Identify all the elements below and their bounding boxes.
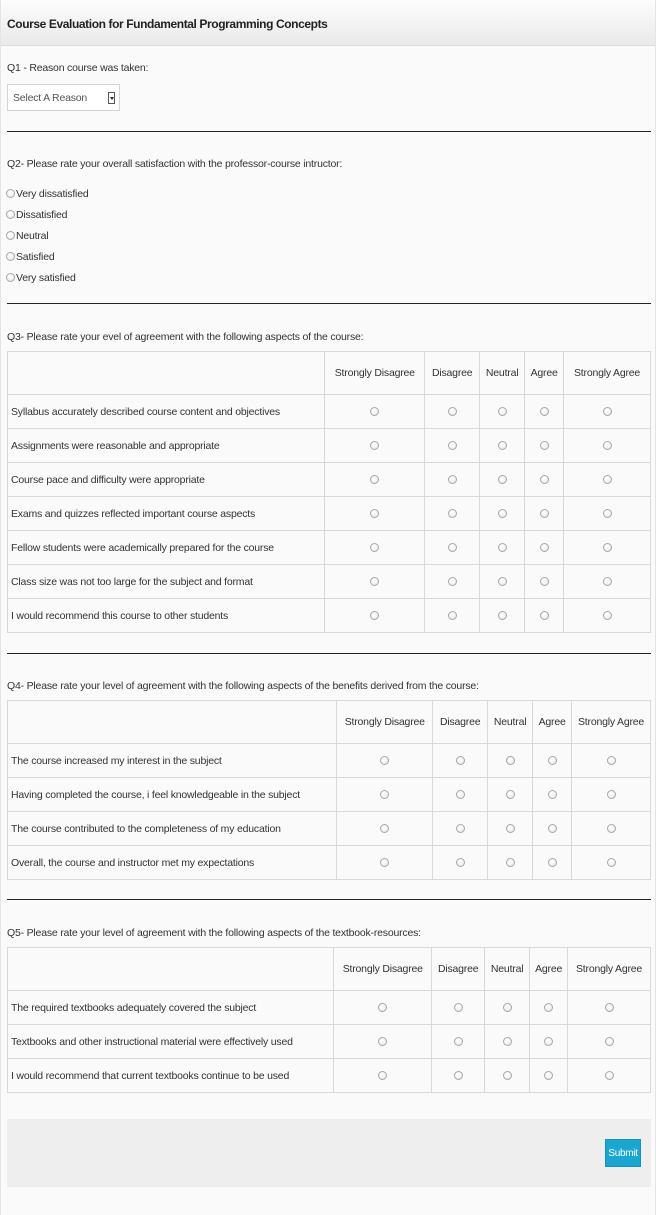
radio-strongly-disagree[interactable] [378,1037,387,1046]
radio-strongly-disagree[interactable] [380,756,389,765]
table-row [8,531,651,565]
rating-cell [433,846,488,880]
radio-agree[interactable] [540,611,549,620]
statement-label: The course increased my interest in the subject [8,744,337,778]
radio-agree[interactable] [548,756,557,765]
table-row [8,1025,651,1059]
table-row [8,778,651,812]
rating-cell [572,778,651,812]
satisfaction-option-satisfied[interactable] [6,246,88,267]
rating-cell [564,497,651,531]
matrix-header-row [8,948,651,991]
rating-cell [485,1059,530,1093]
form-header [1,0,655,46]
column-header-strongly-agree: Strongly Agree [568,948,651,991]
radio-strongly-disagree[interactable] [370,543,379,552]
radio-button[interactable] [6,252,15,261]
rating-cell [325,395,425,429]
radio-neutral[interactable] [506,756,515,765]
rating-cell [480,565,525,599]
radio-button[interactable] [6,231,15,240]
radio-neutral[interactable] [498,441,507,450]
rating-cell [337,778,433,812]
rating-cell [432,1025,485,1059]
column-header-strongly-disagree: Strongly Disagree [334,948,432,991]
statement-label: Syllabus accurately described course content and objectives [8,395,325,429]
statement-label: The course contributed to the completeness of my education [8,812,337,846]
radio-disagree[interactable] [454,1003,463,1012]
radio-disagree[interactable] [456,756,465,765]
rating-cell [533,846,572,880]
rating-cell [480,395,525,429]
statement-label: Class size was not too large for the subject and format [8,565,325,599]
radio-strongly-agree[interactable] [605,1071,614,1080]
radio-strongly-disagree[interactable] [378,1071,387,1080]
radio-strongly-disagree[interactable] [380,790,389,799]
radio-agree[interactable] [548,858,557,867]
rating-cell [337,744,433,778]
rating-cell [432,1059,485,1093]
radio-strongly-agree[interactable] [603,441,612,450]
reason-select[interactable] [7,84,120,111]
column-header-strongly-agree: Strongly Agree [572,701,651,744]
radio-button[interactable] [6,189,15,198]
radio-strongly-disagree[interactable] [370,509,379,518]
radio-disagree[interactable] [448,407,457,416]
section-divider [7,899,651,900]
rating-cell [480,497,525,531]
rating-cell [568,1059,651,1093]
rating-cell [325,531,425,565]
radio-button[interactable] [6,210,15,219]
header-blank-cell [8,701,337,744]
radio-neutral[interactable] [498,611,507,620]
table-row [8,497,651,531]
radio-agree[interactable] [548,824,557,833]
rating-cell [572,812,651,846]
statement-label: Exams and quizzes reflected important course aspects [8,497,325,531]
radio-disagree[interactable] [454,1071,463,1080]
statement-label: Overall, the course and instructor met my expectations [8,846,337,880]
rating-cell [564,565,651,599]
column-header-disagree: Disagree [432,948,485,991]
radio-agree[interactable] [540,509,549,518]
statement-label: I would recommend that current textbooks continue to be used [8,1059,334,1093]
satisfaction-options [6,183,88,288]
rating-cell [525,565,564,599]
rating-cell [432,991,485,1025]
rating-cell [480,429,525,463]
radio-agree[interactable] [544,1071,553,1080]
rating-cell [433,744,488,778]
radio-agree[interactable] [540,475,549,484]
radio-neutral[interactable] [498,475,507,484]
rating-cell [564,463,651,497]
rating-cell [525,463,564,497]
rating-cell [425,497,480,531]
table-row [8,463,651,497]
radio-neutral[interactable] [498,407,507,416]
radio-neutral[interactable] [506,858,515,867]
radio-strongly-agree[interactable] [603,543,612,552]
column-header-neutral: Neutral [485,948,530,991]
table-row [8,846,651,880]
section-divider [7,303,651,304]
rating-cell [530,1059,568,1093]
radio-disagree[interactable] [448,611,457,620]
rating-cell [572,846,651,880]
radio-neutral[interactable] [503,1071,512,1080]
rating-cell [325,599,425,633]
rating-cell [480,463,525,497]
statement-label: I would recommend this course to other students [8,599,325,633]
radio-neutral[interactable] [503,1003,512,1012]
radio-agree[interactable] [544,1037,553,1046]
rating-cell [488,778,533,812]
rating-cell [433,778,488,812]
page-title: Course Evaluation for Fundamental Programming Concepts [7,17,328,31]
table-row [8,395,651,429]
column-header-agree: Agree [525,352,564,395]
rating-cell [425,565,480,599]
statement-label: Having completed the course, i feel knowledgeable in the subject [8,778,337,812]
satisfaction-option-neutral[interactable] [6,225,88,246]
option-label: Very satisfied [16,271,76,284]
rating-cell [488,846,533,880]
rating-cell [568,991,651,1025]
radio-agree[interactable] [540,543,549,552]
rating-cell [564,429,651,463]
q5-matrix [7,947,651,1093]
rating-cell [488,744,533,778]
radio-strongly-agree[interactable] [603,475,612,484]
radio-neutral[interactable] [498,509,507,518]
radio-strongly-disagree[interactable] [378,1003,387,1012]
radio-strongly-disagree[interactable] [370,441,379,450]
radio-disagree[interactable] [448,543,457,552]
radio-disagree[interactable] [448,577,457,586]
rating-cell [533,812,572,846]
radio-agree[interactable] [540,577,549,586]
rating-cell [433,812,488,846]
column-header-disagree: Disagree [433,701,488,744]
q3-label: Q3- Please rate your evel of agreement with the following aspects of the course: [7,331,364,343]
q1-label: Q1 - Reason course was taken: [7,62,149,74]
q5-label: Q5- Please rate your level of agreement with the following aspects of the textbook-resources: [7,927,421,939]
satisfaction-option-dissatisfied[interactable] [6,204,88,225]
header-blank-cell [8,352,325,395]
radio-neutral[interactable] [498,577,507,586]
column-header-agree: Agree [533,701,572,744]
column-header-strongly-disagree: Strongly Disagree [325,352,425,395]
radio-agree[interactable] [548,790,557,799]
radio-strongly-agree[interactable] [603,611,612,620]
radio-disagree[interactable] [456,824,465,833]
option-label: Very dissatisfied [16,187,89,200]
form-footer [7,1119,651,1187]
rating-cell [525,599,564,633]
table-row [8,429,651,463]
radio-strongly-agree[interactable] [605,1003,614,1012]
radio-disagree[interactable] [448,441,457,450]
radio-strongly-agree[interactable] [603,577,612,586]
rating-cell [525,531,564,565]
statement-label: Course pace and difficulty were appropriate [8,463,325,497]
section-divider [7,653,651,654]
radio-neutral[interactable] [503,1037,512,1046]
radio-neutral[interactable] [506,824,515,833]
radio-strongly-agree[interactable] [605,1037,614,1046]
radio-strongly-agree[interactable] [607,824,616,833]
option-label: Neutral [16,229,49,242]
rating-cell [325,429,425,463]
rating-cell [533,744,572,778]
option-label: Satisfied [16,250,55,263]
radio-disagree[interactable] [454,1037,463,1046]
reason-select-value: Select A Reason [13,92,88,104]
dropdown-arrow-icon[interactable] [108,92,115,104]
radio-strongly-disagree[interactable] [370,407,379,416]
rating-cell [525,429,564,463]
rating-cell [530,991,568,1025]
rating-cell [530,1025,568,1059]
column-header-strongly-disagree: Strongly Disagree [337,701,433,744]
radio-agree[interactable] [544,1003,553,1012]
table-row [8,565,651,599]
radio-strongly-disagree[interactable] [370,577,379,586]
rating-cell [480,531,525,565]
statement-label: Textbooks and other instructional material were effectively used [8,1025,334,1059]
statement-label: Fellow students were academically prepared for the course [8,531,325,565]
rating-cell [485,1025,530,1059]
rating-cell [564,599,651,633]
radio-neutral[interactable] [506,790,515,799]
rating-cell [325,497,425,531]
radio-agree[interactable] [540,407,549,416]
rating-cell [525,395,564,429]
q4-matrix [7,700,651,880]
rating-cell [334,1059,432,1093]
radio-strongly-agree[interactable] [607,756,616,765]
rating-cell [425,531,480,565]
column-header-disagree: Disagree [425,352,480,395]
radio-strongly-disagree[interactable] [380,824,389,833]
radio-disagree[interactable] [448,475,457,484]
radio-neutral[interactable] [498,543,507,552]
rating-cell [488,812,533,846]
radio-button[interactable] [6,273,15,282]
section-divider [7,131,651,132]
rating-cell [425,463,480,497]
table-row [8,599,651,633]
radio-agree[interactable] [540,441,549,450]
submit-button[interactable]: Submit [605,1139,641,1167]
column-header-agree: Agree [530,948,568,991]
q3-matrix [7,351,651,633]
matrix-header-row [8,701,651,744]
satisfaction-option-very-satisfied[interactable] [6,267,88,288]
radio-strongly-disagree[interactable] [380,858,389,867]
table-row [8,744,651,778]
radio-strongly-agree[interactable] [603,407,612,416]
rating-cell [533,778,572,812]
radio-strongly-disagree[interactable] [370,475,379,484]
table-row [8,1059,651,1093]
q4-label: Q4- Please rate your level of agreement with the following aspects of the benefits derived from the course: [7,680,479,692]
table-row [8,991,651,1025]
rating-cell [572,744,651,778]
rating-cell [325,463,425,497]
radio-strongly-disagree[interactable] [370,611,379,620]
column-header-neutral: Neutral [488,701,533,744]
column-header-strongly-agree: Strongly Agree [564,352,651,395]
satisfaction-option-very-dissatisfied[interactable] [6,183,88,204]
radio-disagree[interactable] [448,509,457,518]
matrix-header-row [8,352,651,395]
table-row [8,812,651,846]
radio-strongly-agree[interactable] [607,858,616,867]
radio-disagree[interactable] [456,790,465,799]
statement-label: The required textbooks adequately covered the subject [8,991,334,1025]
rating-cell [337,812,433,846]
rating-cell [325,565,425,599]
rating-cell [334,991,432,1025]
column-header-neutral: Neutral [480,352,525,395]
rating-cell [564,531,651,565]
rating-cell [525,497,564,531]
rating-cell [425,395,480,429]
rating-cell [485,991,530,1025]
rating-cell [425,599,480,633]
header-blank-cell [8,948,334,991]
q2-label: Q2- Please rate your overall satisfaction with the professor-course intructor: [7,158,343,170]
rating-cell [337,846,433,880]
rating-cell [480,599,525,633]
radio-disagree[interactable] [456,858,465,867]
rating-cell [334,1025,432,1059]
rating-cell [425,429,480,463]
option-label: Dissatisfied [16,208,68,221]
rating-cell [568,1025,651,1059]
radio-strongly-agree[interactable] [603,509,612,518]
rating-cell [564,395,651,429]
statement-label: Assignments were reasonable and appropriate [8,429,325,463]
radio-strongly-agree[interactable] [607,790,616,799]
